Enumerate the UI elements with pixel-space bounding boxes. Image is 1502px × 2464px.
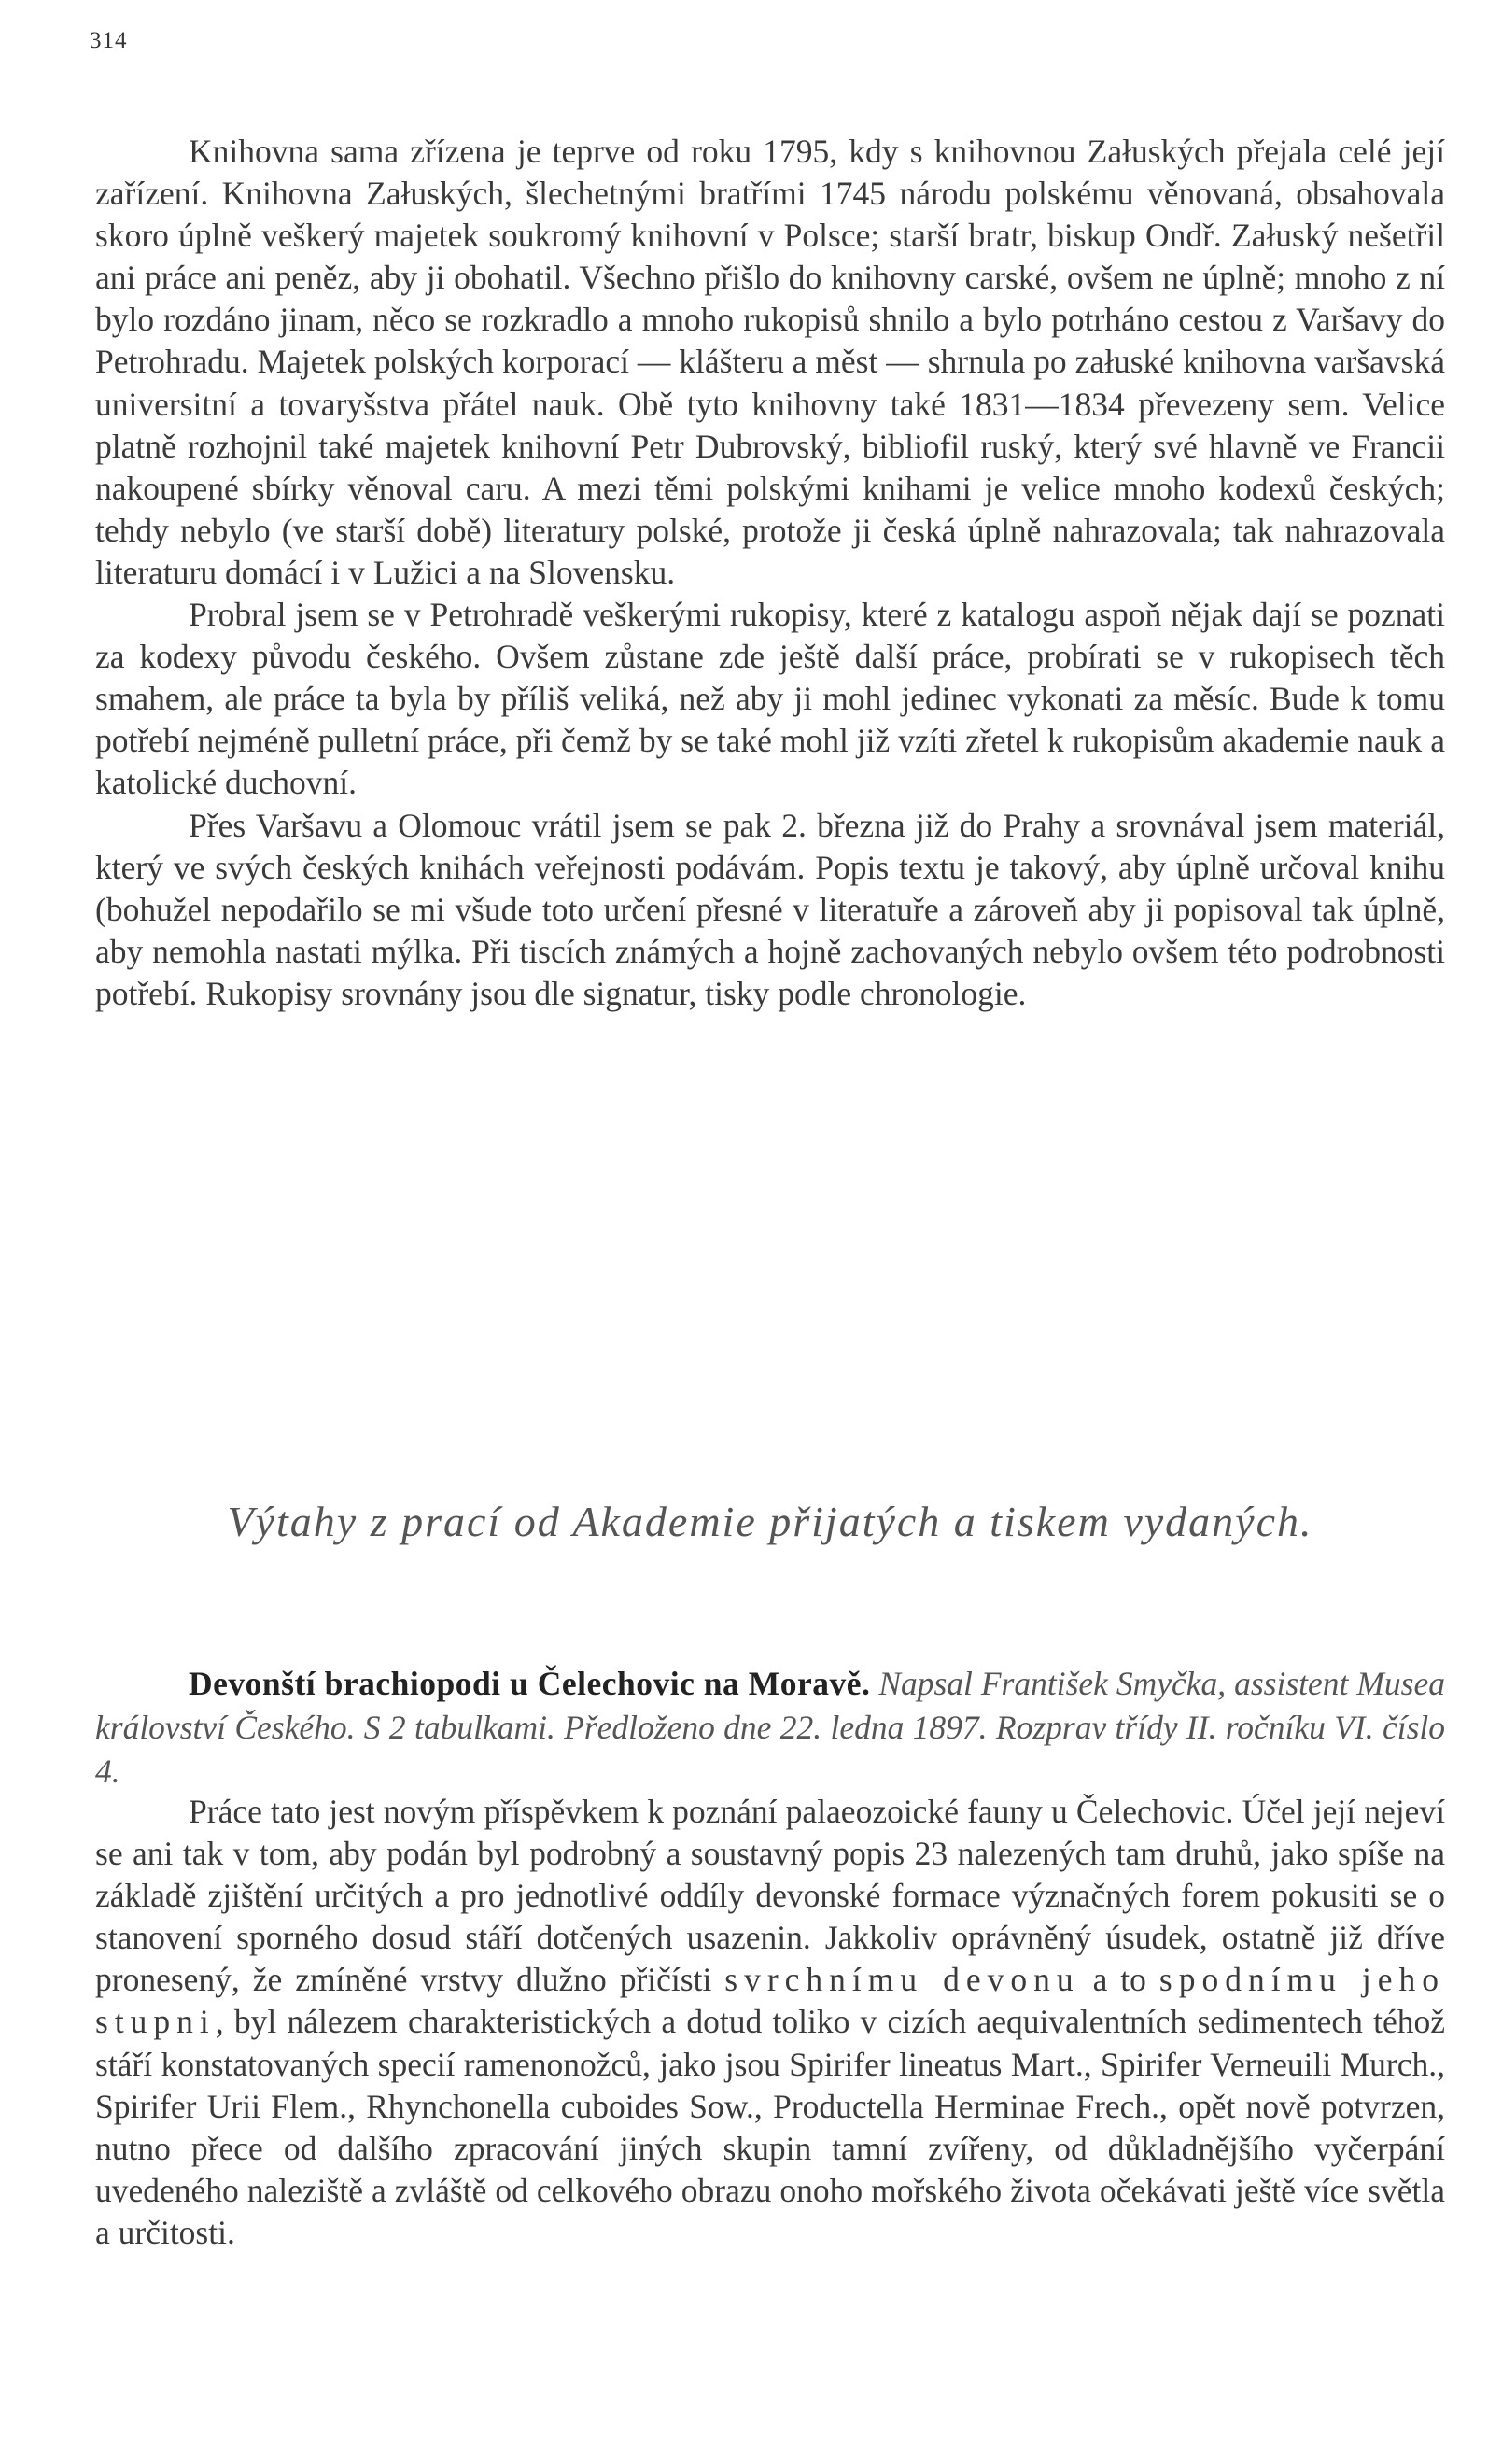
article-note: Napsal František Smyčka, assistent Musea království Českého. S 2 tabulkami. Předloženo dne 22. ledna 1897. Rozprav třídy II. ročníku VI. číslo 4.	[95, 1665, 1445, 1790]
intro-text-block	[95, 131, 1445, 1015]
article-header	[95, 1662, 1445, 1794]
paragraph: Probral jsem se v Petrohradě veškerými rukopisy, které z katalogu aspoň nějak dají se poznati za kodexy původu českého. Ovšem zůstane zde ještě další práce, probírati se v rukopisech těch smahem, ale práce ta byla by příliš veliká, než aby ji mohl jedinec vykonati za měsíc. Bude k tomu potřebí nejméně pulletní práce, při čemž by se také mohl již vzíti zřetel k rukopisům akademie nauk a katolické duchovní.	[95, 596, 1445, 802]
article-paragraph	[95, 1791, 1445, 2254]
paragraph: Přes Varšavu a Olomouc vrátil jsem se pak 2. března již do Prahy a srovnával jsem materiál, který ve svých českých knihách veřejnosti podávám. Popis textu je takový, aby úplně určoval knihu (bohužel nepodařilo se mi všude toto určení přesné v literatuře a zároveň aby ji popisoval tak úplně, aby nemohla nastati mýlka. Při tiscích známých a hojně zachovaných nebylo ovšem této podrobnosti potřebí. Rukopisy srovnány jsou dle signatur, tisky podle chronologie.	[95, 806, 1445, 1012]
emphasis-text: spodnímu jeho stupni	[95, 1961, 1445, 2041]
article-text: a to	[1079, 1961, 1159, 1999]
page-number: 314	[90, 28, 128, 53]
section-heading: Výtahy z prací od Akademie přijatých a tiskem vydaných.	[227, 1498, 1313, 1545]
emphasis-text: svrchnímu devonu	[724, 1961, 1080, 1999]
article-title: Devonští brachiopodi u Čelechovic na Moravě.	[189, 1665, 871, 1702]
article-text: , byl nálezem charakteristických a dotud toliko v cizích aequivalentních sedimentech téhož stáří konstatovaných specií ramenonožců, jako jsou Spirifer lineatus Mart., Spirifer Verneuili Murch., Spirifer Urii Flem., Rhynchonella cuboides Sow., Productella Herminae Frech., opět nově potvrzen, nutno přece od dalšího zpracování jiných skupin tamní zvířeny, od důkladnějšího vyčerpání uvedeného naleziště a zvláště od celkového obrazu onoho mořského života očekávati ještě více světla a určitosti.	[95, 2003, 1445, 2251]
article-text: Práce tato jest novým příspěvkem k poznání palaeozoické fauny u Čelechovic. Účel její nejeví se ani tak v tom, aby podán byl podrobný a soustavný popis 23 nalezených tam druhů, jako spíše na základě zjištění určitých a pro jednotlivé oddíly devonské formace význačných forem pokusiti se o stanovení sporného dosud stáří dotčených usazenin. Jakkoliv oprávněný úsudek, ostatně již dříve pronesený, že zmíněné vrstvy dlužno přičísti	[95, 1793, 1445, 1999]
article-body	[95, 1791, 1445, 2254]
paragraph: Knihovna sama zřízena je teprve od roku 1795, kdy s knihovnou Załuských přejala celé její zařízení. Knihovna Załuských, šlechetnými bratřími 1745 národu polskému věnovaná, obsahovala skoro úplně veškerý majetek soukromý knihovní v Polsce; starší bratr, biskup Ondř. Załuský nešetřil ani práce ani peněz, aby ji obohatil. Všechno přišlo do knihovny carské, ovšem ne úplně; mnoho z ní bylo rozdáno jinam, něco se rozkradlo a mnoho rukopisů shnilo a bylo potrháno cestou z Varšavy do Petrohradu. Majetek polských korporací — klášteru a měst — shrnula po załuské knihovna varšavská universitní a tovaryšstva přátel nauk. Obě tyto knihovny také 1831—1834 převezeny sem. Velice platně rozhojnil také majetek knihovní Petr Dubrovský, bibliofil ruský, který své hlavně ve Francii nakoupené sbírky věnoval caru. A mezi těmi polskými knihami je velice mnoho kodexů českých; tehdy nebylo (ve starší době) literatury polské, protože ji česká úplně nahrazovala; tak nahrazovala literaturu domácí i v Lužici a na Slovensku.	[95, 133, 1445, 591]
